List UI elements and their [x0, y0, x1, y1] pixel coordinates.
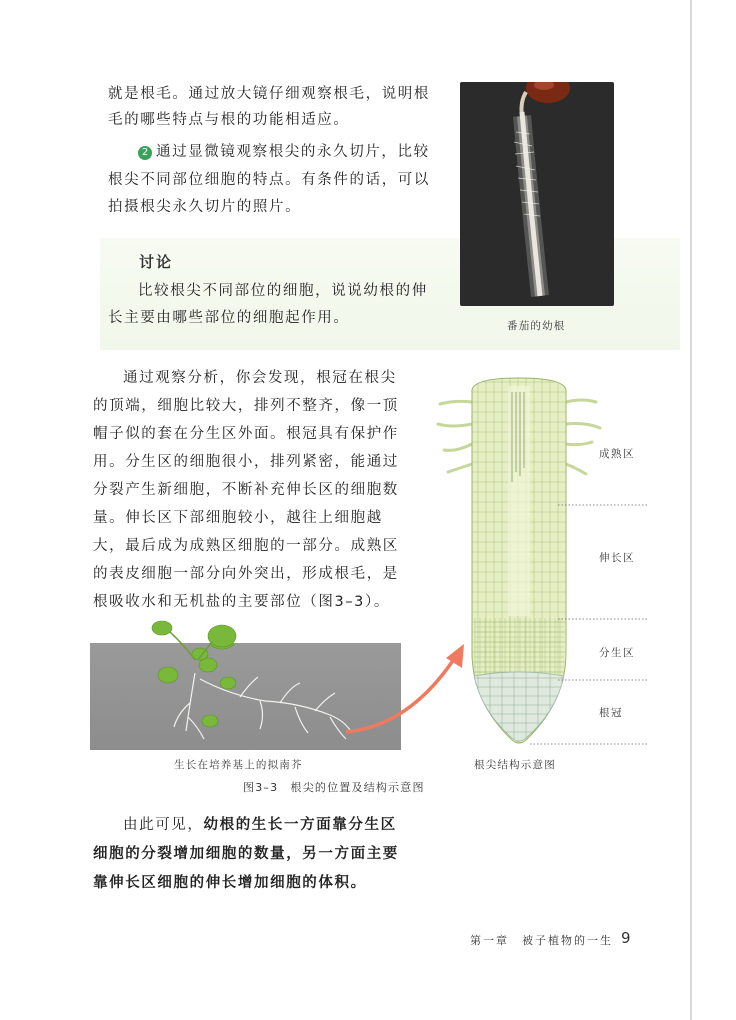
text-span: 通过显微镜观察根尖的永久切片，比较	[156, 144, 430, 160]
tomato-root-photo	[460, 82, 614, 306]
text-line: 比较根尖不同部位的细胞，说说幼根的伸	[138, 283, 428, 299]
conclusion-line: 靠伸长区细胞的伸长增加细胞的体积。	[93, 875, 367, 891]
text-line: 通过观察分析，你会发现，根冠在根尖	[123, 370, 397, 386]
arrow-icon	[330, 636, 480, 740]
text-line: 的顶端，细胞比较大，排列不整齐，像一顶	[93, 398, 399, 414]
text-line: 长主要由哪些部位的细胞起作用。	[108, 310, 350, 326]
conclusion-lead: 由此可见，	[123, 817, 204, 833]
text-line: 大，最后成为成熟区细胞的一部分。成熟区	[93, 538, 399, 554]
chapter-footer: 第一章 被子植物的一生	[470, 934, 613, 947]
conclusion-line: 细胞的分裂增加细胞的数量，另一方面主要	[93, 846, 399, 862]
page-number: 9	[621, 929, 631, 947]
zone-label-meristem: 分生区	[599, 647, 635, 659]
text-line: 根吸收水和无机盐的主要部位（图3–3）。	[93, 594, 390, 610]
conclusion-bold: 幼根的生长一方面靠分生区	[203, 817, 397, 833]
text-line: 分裂产生新细胞，不断补充伸长区的细胞数	[93, 482, 399, 498]
conclusion-line	[123, 813, 397, 834]
step-2-line	[138, 140, 430, 161]
page-edge	[690, 0, 692, 1020]
text-line: 帽子似的套在分生区外面。根冠具有保护作	[93, 426, 399, 442]
text-line: 根尖不同部位细胞的特点。有条件的话，可以	[108, 172, 430, 188]
text-line: 量。伸长区下部细胞较小，越往上细胞越	[93, 510, 383, 526]
text-line: 毛的哪些特点与根的功能相适应。	[108, 112, 350, 128]
zone-label-maturation: 成熟区	[599, 448, 635, 460]
discussion-title: 讨论	[139, 253, 174, 271]
text-line: 拍摄根尖永久切片的照片。	[108, 199, 302, 215]
root-diagram-caption: 根尖结构示意图	[474, 759, 556, 771]
step-number-badge: 2	[138, 146, 152, 160]
zone-label-root-cap: 根冠	[599, 707, 623, 719]
arabidopsis-leaves	[140, 614, 250, 664]
text-line: 就是根毛。通过放大镜仔细观察根毛，说明根	[108, 86, 430, 102]
text-line: 的表皮细胞一部分向外突出，形成根毛，是	[93, 566, 399, 582]
zone-label-elongation: 伸长区	[599, 552, 635, 564]
tomato-root-illustration	[460, 82, 614, 306]
figure-caption: 图3–3 根尖的位置及结构示意图	[243, 781, 425, 794]
arabidopsis-caption: 生长在培养基上的拟南芥	[174, 759, 303, 771]
text-line: 用。分生区的细胞很小，排列紧密，能通过	[93, 454, 399, 470]
tomato-photo-caption: 番茄的幼根	[507, 320, 566, 332]
